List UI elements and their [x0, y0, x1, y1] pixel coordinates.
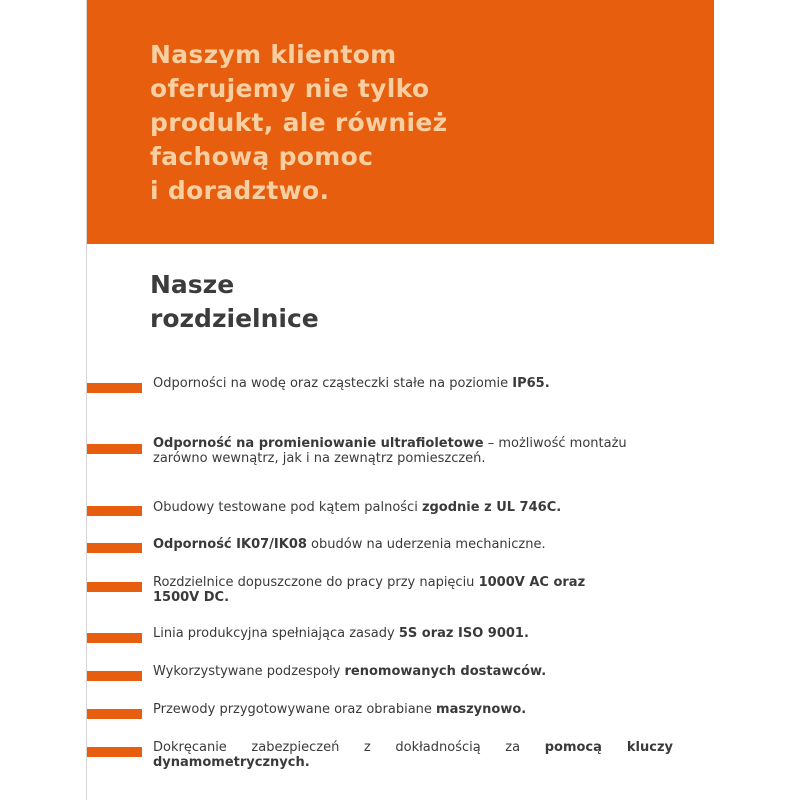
- bullet-bar: [87, 383, 142, 393]
- feature-text: Rozdzielnice dopuszczone do pracy przy napięciu 1000V AC oraz 1500V DC.: [153, 575, 586, 605]
- headline-line: produkt, ale również: [150, 108, 448, 137]
- bullet-bar: [87, 747, 142, 757]
- headline-text: [150, 38, 570, 208]
- feature-text: Linia produkcyjna spełniająca zasady 5S oraz ISO 9001.: [153, 626, 529, 641]
- feature-text: Przewody przygotowywane oraz obrabiane maszynowo.: [153, 702, 527, 717]
- headline-line: fachową pomoc: [150, 142, 374, 171]
- bullet-bar: [87, 444, 142, 454]
- section-title: [150, 268, 319, 336]
- feature-text: Dokręcanie zabezpieczeń z dokładnością za pomocą kluczy dynamometrycznych.: [153, 740, 673, 770]
- feature-text: Odporność IK07/IK08 obudów na uderzenia mechaniczne.: [153, 537, 546, 552]
- headline-line: Naszym klientom: [150, 40, 397, 69]
- feature-text: Odporność na promieniowanie ultrafioletowe – możliwość montażu zarówno wewnątrz, jak i na zewnątrz pomieszczeń.: [153, 436, 627, 466]
- headline-line: oferujemy nie tylko: [150, 74, 430, 103]
- section-title-line: rozdzielnice: [150, 304, 319, 333]
- bullet-bar: [87, 543, 142, 553]
- feature-text: Odporności na wodę oraz cząsteczki stałe na poziomie IP65.: [153, 376, 550, 391]
- headline-line: i doradztwo.: [150, 176, 330, 205]
- bullet-bar: [87, 633, 142, 643]
- bullet-bar: [87, 671, 142, 681]
- bullet-bar: [87, 709, 142, 719]
- feature-text: Wykorzystywane podzespoły renomowanych dostawców.: [153, 664, 547, 679]
- bullet-bar: [87, 506, 142, 516]
- bullet-bar: [87, 582, 142, 592]
- feature-text: Obudowy testowane pod kątem palności zgodnie z UL 746C.: [153, 500, 562, 515]
- section-title-line: Nasze: [150, 270, 235, 299]
